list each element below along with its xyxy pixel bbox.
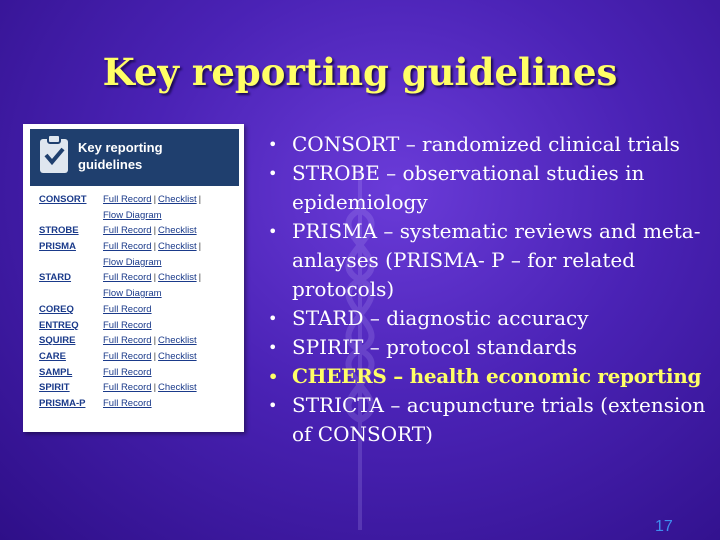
guideline-row [39,302,239,318]
guideline-row [39,365,239,381]
guideline-links [103,302,152,318]
guideline-row [39,318,239,334]
guideline-link[interactable]: Checklist [158,335,197,347]
guideline-row [39,208,239,224]
guideline-row [39,223,239,239]
bullet-text: CHEERS – health economic reporting [292,364,702,388]
bullet-dot-icon: • [268,338,278,357]
guideline-link[interactable]: Checklist [158,194,197,205]
bullet-dot-icon: • [268,164,278,183]
guideline-link[interactable]: Full Record [103,194,152,205]
slide-title: Key reporting guidelines [102,50,618,94]
bullet-text: SPIRIT – protocol standards [292,335,578,359]
guideline-link[interactable]: Checklist [158,241,197,253]
panel-title: Key reporting guidelines [78,140,163,172]
guideline-links [103,208,162,224]
bullet-text: STRICTA – acupuncture trials (extension of CONSORT) [292,393,706,446]
guideline-link[interactable]: Checklist [158,225,197,237]
link-separator: | [198,272,202,284]
guideline-abbr-link[interactable]: STROBE [39,225,79,237]
guideline-row [39,255,239,271]
guideline-abbr-link[interactable]: PRISMA-P [39,397,86,409]
guideline-links [103,270,203,286]
guideline-row [39,349,239,365]
guidelines-panel [23,124,244,432]
link-separator: | [198,194,202,205]
guideline-link[interactable]: Full Record [103,397,152,409]
guideline-link[interactable]: Flow Diagram [103,288,162,300]
page-number: 17 [655,518,673,535]
bullet-text: STROBE – observational studies in epidemiology [292,161,645,214]
guideline-links [103,349,197,365]
guideline-links [103,380,197,396]
guideline-links [103,255,162,271]
guideline-link[interactable]: Full Record [103,335,152,347]
panel-header [30,129,239,186]
guideline-links [103,365,152,381]
bullet-dot-icon: • [268,309,278,328]
guideline-abbr-link[interactable]: SQUIRE [39,335,76,347]
guideline-links [103,239,203,255]
bullet-dot-icon: • [268,222,278,241]
guideline-abbr-link[interactable]: STARD [39,272,72,284]
bullet-item [268,391,713,449]
guideline-row [39,270,239,286]
guideline-link[interactable]: Flow Diagram [103,256,162,268]
guideline-row [39,380,239,396]
guideline-row [39,192,239,208]
bullet-item [268,130,713,159]
bullet-dot-icon: • [268,367,278,386]
guideline-links [103,333,197,349]
bullet-text: STARD – diagnostic accuracy [292,306,589,330]
guideline-link[interactable]: Checklist [158,382,197,394]
guideline-link[interactable]: Full Record [103,319,152,331]
guideline-link[interactable]: Full Record [103,382,152,394]
bullet-list [268,130,713,449]
bullet-item [268,333,713,362]
guideline-link[interactable]: Full Record [103,272,152,284]
guideline-links [103,286,162,302]
bullet-item [268,304,713,333]
guideline-row [39,333,239,349]
guideline-abbr-link[interactable]: PRISMA [39,241,76,253]
bullet-dot-icon: • [268,135,278,154]
guideline-link[interactable]: Flow Diagram [103,209,162,221]
bullet-text: PRISMA – systematic reviews and meta-anlayses (PRISMA- P – for related protocols) [292,219,701,301]
link-separator: | [153,225,157,237]
guideline-abbr-link[interactable]: CONSORT [39,194,87,205]
bullet-item [268,362,713,391]
guideline-link[interactable]: Full Record [103,366,152,378]
guideline-row [39,396,239,412]
bullet-item [268,159,713,217]
guideline-links [103,192,203,208]
guideline-link[interactable]: Full Record [103,241,152,253]
guideline-abbr-link[interactable]: SAMPL [39,366,73,378]
guideline-link[interactable]: Checklist [158,350,197,362]
clipboard-check-icon [38,133,70,175]
guideline-link[interactable]: Full Record [103,303,152,315]
guideline-abbr-link[interactable]: CARE [39,350,66,362]
bullet-item [268,217,713,304]
guideline-abbr-link[interactable]: COREQ [39,303,74,315]
guidelines-list [39,192,239,412]
guideline-link[interactable]: Checklist [158,272,197,284]
link-separator: | [153,350,157,362]
bullet-dot-icon: • [268,396,278,415]
guideline-abbr-link[interactable]: ENTREQ [39,319,79,331]
guideline-links [103,223,197,239]
link-separator: | [153,194,157,205]
guideline-link[interactable]: Full Record [103,350,152,362]
link-separator: | [153,241,157,253]
guideline-abbr-link[interactable]: SPIRIT [39,382,70,394]
guideline-row [39,239,239,255]
guideline-links [103,396,152,412]
guideline-link[interactable]: Full Record [103,225,152,237]
guideline-links [103,318,152,334]
link-separator: | [198,241,202,253]
link-separator: | [153,335,157,347]
link-separator: | [153,272,157,284]
guideline-row [39,286,239,302]
bullet-text: CONSORT – randomized clinical trials [292,132,680,156]
link-separator: | [153,382,157,394]
